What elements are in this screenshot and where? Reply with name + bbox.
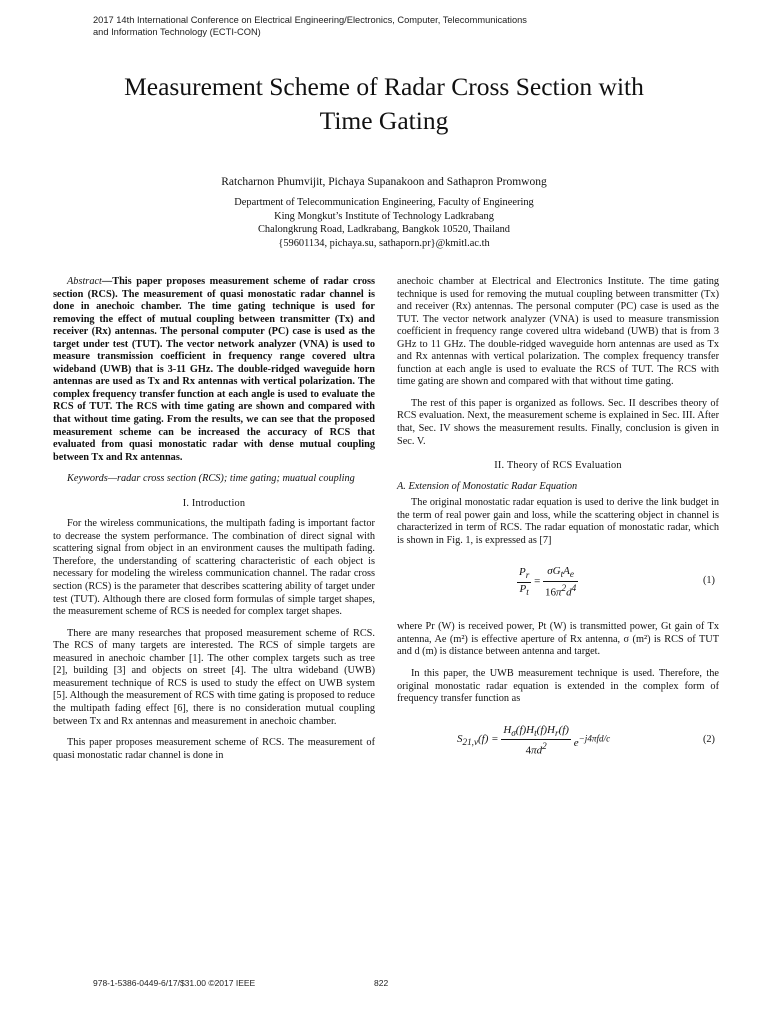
footer-page-number: 822 bbox=[374, 978, 389, 988]
theory-paragraph-3: In this paper, the UWB measurement technique is used. Therefore, the original monostatic radar equation is extended in the complex form of frequency transfer function as bbox=[397, 668, 719, 705]
keywords bbox=[53, 473, 375, 486]
equation-1-number: (1) bbox=[702, 575, 715, 587]
author-list: Ratcharnon Phumvijit, Pichaya Supanakoon and Sathapron Promwong bbox=[221, 176, 547, 188]
title-line2: Time Gating bbox=[319, 106, 449, 135]
affiliation-line3: Chalongkrung Road, Ladkrabang, Bangkok 10520, Thailand bbox=[257, 224, 511, 235]
conference-header-line2: and Information Technology (ECTI-CON) bbox=[93, 27, 261, 37]
affiliation-line2: King Mongkut’s Institute of Technology Ladkrabang bbox=[274, 210, 494, 222]
abstract-label: Abstract bbox=[67, 276, 102, 287]
intro-paragraph-1: For the wireless communications, the multipath fading is important factor to decrease the system performance. The combination of direct signal with scattering signal from object in an environment causes the multipath fading. Therefore, the understanding of scattering characteristic of each object is necessary for modeling the wireless communication channel. The radar cross section (RCS) is the parameter that describes scattering ability of target under test (TUT). Although there are closed form formulas of simple target shapes, the measurement scheme of RCS is needed for complex target shapes. bbox=[53, 518, 375, 618]
intro-paragraph-3: This paper proposes measurement scheme of RCS. The measurement of quasi monostatic radar channel is done in bbox=[53, 737, 375, 761]
abstract-text: —This paper proposes measurement scheme of radar cross section (RCS). The measurement of quasi monostatic radar channel is done in anechoic chamber. The time gating technique is used for removing the effect of mutual coupling between transmitter (Tx) and receiver (Rx) antennas. The personal computer (PC) case is used as the target under test (TUT). The vector network analyzer (VNA) is used to measure transmission coefficient in frequency range covered ultra wideband (UWB) that is 3-11 GHz. The double-ridged waveguide horn antennas are used as Tx and Rx antennas with vertical polarization. The complex frequency transfer function at each angle is used to evaluate the RCS of TUT. The RCS with time gating are shown and compared with that without time gating. From the results, we can see that the proposed measurement scheme can be increased the accuracy of RCS that evaluated from quasi monostatic radar with dense mutual coupling between Tx and Rx antennas. bbox=[53, 276, 375, 463]
intro-paragraph-4: The rest of this paper is organized as follows. Sec. II describes theory of RCS evaluation. Next, the measurement scheme is explained in Sec. III. After that, Sec. IV shows the measurement results. Finally, conclusion is given in Sec. V. bbox=[397, 397, 719, 447]
equation-2 bbox=[397, 720, 719, 764]
keywords-text: —radar cross section (RCS); time gating; muatual coupling bbox=[107, 473, 355, 485]
affiliation bbox=[0, 196, 768, 250]
equation-1 bbox=[397, 561, 719, 605]
intro-paragraph-3-continued: anechoic chamber at Electrical and Electronics Institute. The time gating technique is used for removing the mutual coupling between transmitter (Tx) and receiver (Rx) antennas. The personal computer (PC) case is used as the TUT. The vector network analyzer (VNA) is used to measure transmission coefficient in frequency range covered ultra wideband (UWB) that is from 3 GHz to 11 GHz. The double-ridged waveguide horn antennas are used as Tx and Rx antennas with vertical polarization. The complex frequency transfer function at each angle is used to evaluate the RCS of TUT. The RCS with time gating are shown and compared with that without time gating. bbox=[397, 276, 719, 388]
equation-1-body: $\frac{P_r}{P_t}$ = $\frac{\sigma G_tA_e}{16\pi^2d^4}$ bbox=[519, 565, 577, 599]
footer-isbn: 978-1-5386-0449-6/17/$31.00 ©2017 IEEE bbox=[93, 978, 256, 988]
theory-paragraph-2: where Pr (W) is received power, Pt (W) is transmitted power, Gt gain of Tx antenna, Ae (m²) is effective aperture of Rx antenna, σ (m²) is RCS of TUT and d (m) is distance between antenna and target. bbox=[397, 621, 719, 658]
right-column bbox=[397, 276, 719, 780]
equation-2-number: (2) bbox=[702, 733, 715, 745]
equation-2-body: $S_{21,v}(f)$ = $\frac{H_\sigma(f)H_t(f)H_r(f)}{4\pi d^2}$ $e^{-j4\pi fd/c}$ bbox=[457, 723, 611, 758]
theory-paragraph-1: The original monostatic radar equation is used to derive the link budget in the term of real power gain and loss, while the scattering object in channel is characterized in term of RCS. The radar equation of monostatic radar, which is shown in Fig. 1, is expressed as [7] bbox=[397, 497, 719, 546]
abstract bbox=[53, 276, 375, 464]
paper-title bbox=[30, 70, 738, 138]
left-column bbox=[53, 276, 375, 771]
conference-header-line1: 2017 14th International Conference on Electrical Engineering/Electronics, Computer, Telecommunications bbox=[93, 15, 527, 25]
section-heading-theory: II. Theory of RCS Evaluation bbox=[494, 460, 622, 472]
conference-header bbox=[93, 14, 733, 38]
keywords-label: Keywords bbox=[67, 473, 108, 485]
section-heading-introduction: I. Introduction bbox=[182, 497, 246, 509]
intro-paragraph-2: There are many researches that proposed measurement scheme of RCS. The RCS of many targets are interested. The RCS of simple targets are measured in anechoic chamber [1]. The other complex targets such as tree [2], building [3] and objects on street [4]. The ultra wideband (UWB) measurement technique of RCS is used to study the effect on UWB system [5]. Although the measurement of RCS with time gating is proposed to reduce the multipath fading effect [6], there is no consideration mutual coupling between Tx and Rx antennas and measurement in anechoic chamber. bbox=[53, 627, 375, 727]
subsection-heading-a: A. Extension of Monostatic Radar Equation bbox=[397, 480, 578, 492]
affiliation-email: {59601134, pichaya.su, sathaporn.pr}@kmitl.ac.th bbox=[278, 237, 490, 249]
title-line1: Measurement Scheme of Radar Cross Section with bbox=[124, 72, 644, 101]
affiliation-line1: Department of Telecommunication Engineering, Faculty of Engineering bbox=[234, 197, 534, 208]
